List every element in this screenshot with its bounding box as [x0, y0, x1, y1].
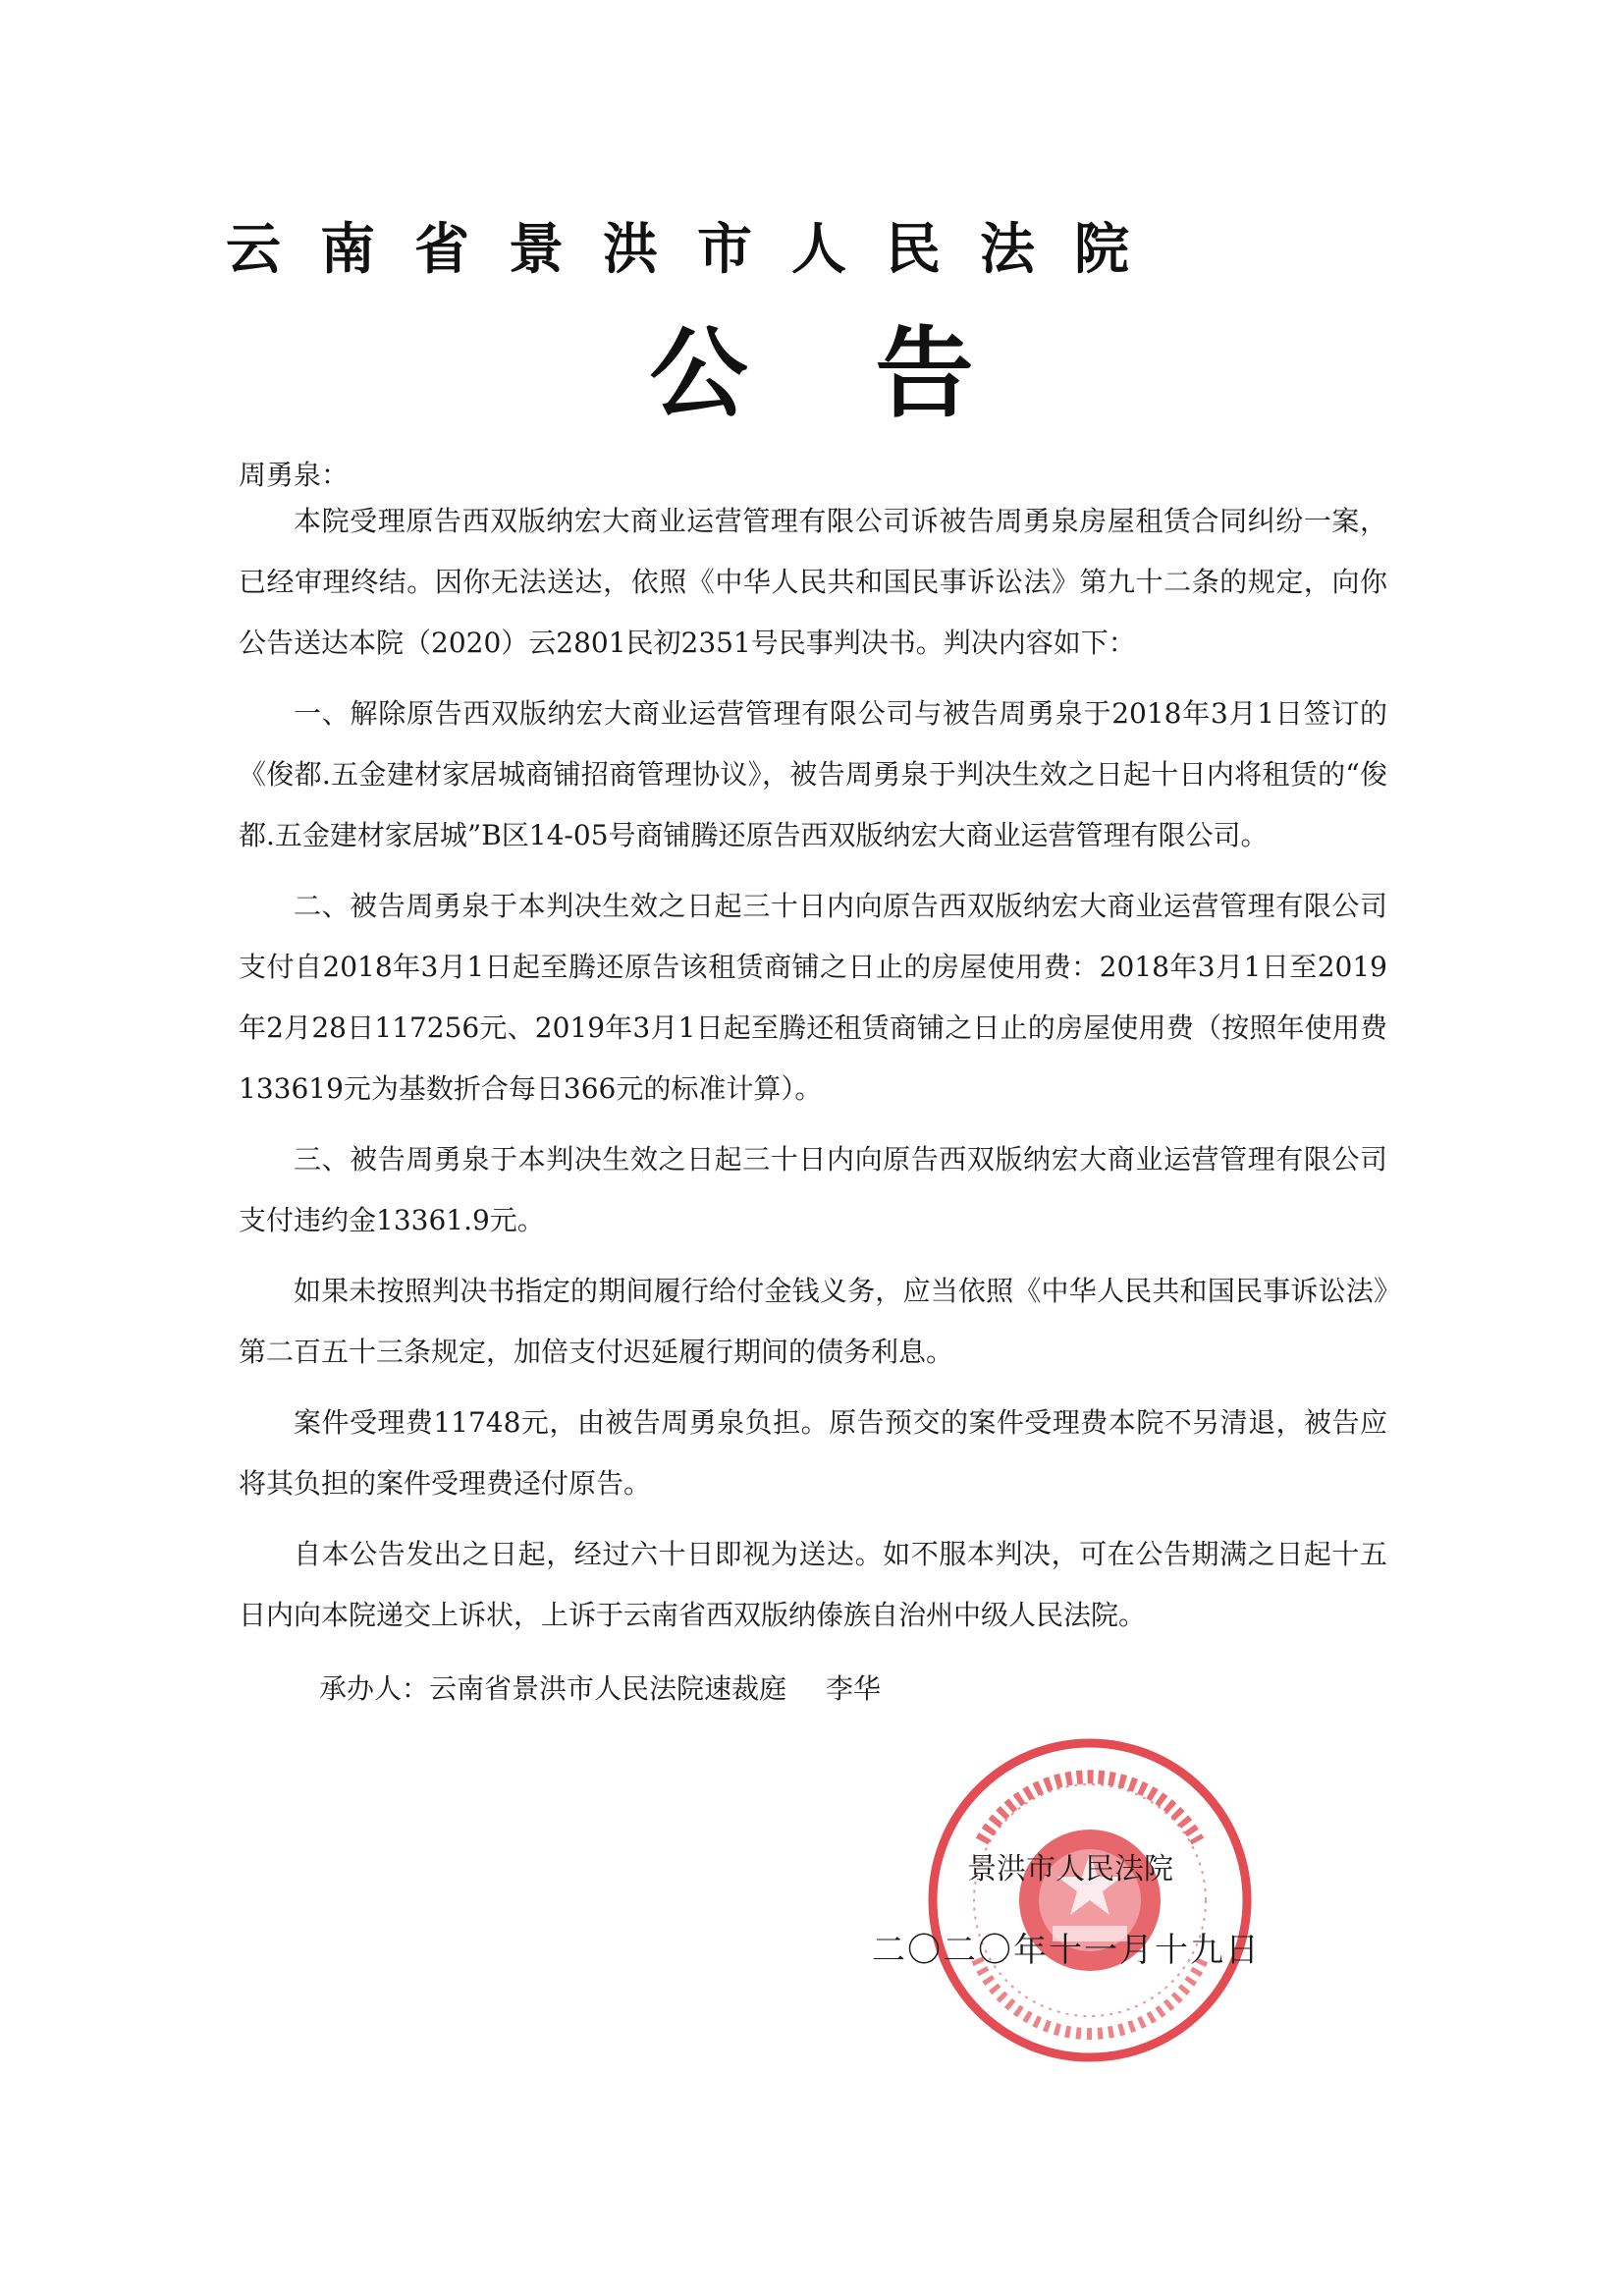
court-seal-stamp: [923, 1733, 1257, 2067]
notice-body: [239, 491, 1387, 1656]
paragraph-judgment-2: 二、被告周勇泉于本判决生效之日起三十日内向原告西双版纳宏大商业运营管理有限公司支付自2018年3月1日起至腾还原告该租赁商铺之日止的房屋使用费：2018年3月1日至2019年2月28日117256元、2019年3月1日起至腾还租赁商铺之日止的房屋使用费（按照年使用费133619元为基数折合每日366元的标准计算）。: [239, 890, 1387, 1105]
paragraph-fee: 案件受理费11748元，由被告周勇泉负担。原告预交的案件受理费本院不另清退，被告应将其负担的案件受理费迳付原告。: [239, 1406, 1387, 1500]
document-title: 公告: [649, 316, 1102, 431]
addressee: 周勇泉：: [239, 459, 350, 491]
paragraph-intro: 本院受理原告西双版纳宏大商业运营管理有限公司诉被告周勇泉房屋租赁合同纠纷一案，已经审理终结。因你无法送达，依照《中华人民共和国民事诉讼法》第九十二条的规定，向你公告送达本院（2020）云2801民初2351号民事判决书。判决内容如下：: [239, 505, 1387, 659]
handler-label: 承办人：云南省景洪市人民法院速裁庭: [319, 1672, 787, 1705]
paragraph-judgment-3: 三、被告周勇泉于本判决生效之日起三十日内向原告西双版纳宏大商业运营管理有限公司支付违约金13361.9元。: [239, 1143, 1387, 1236]
signature-court-name: 景洪市人民法院: [967, 1852, 1173, 1886]
signature-date: 二〇二〇年十一月十九日: [872, 1931, 1261, 1970]
court-name-heading: 云南省景洪市人民法院: [226, 218, 1168, 282]
paragraph-late-interest: 如果未按照判决书指定的期间履行给付金钱义务，应当依照《中华人民共和国民事诉讼法》第二百五十三条规定，加倍支付迟延履行期间的债务利息。: [239, 1275, 1387, 1368]
paragraph-service: 自本公告发出之日起，经过六十日即视为送达。如不服本判决，可在公告期满之日起十五日内向本院递交上诉状，上诉于云南省西双版纳傣族自治州中级人民法院。: [239, 1538, 1387, 1631]
paragraph-judgment-1: 一、解除原告西双版纳宏大商业运营管理有限公司与被告周勇泉于2018年3月1日签订的《俊都.五金建材家居城商铺招商管理协议》，被告周勇泉于判决生效之日起十日内将租赁的“俊都.五金建材家居城”B区14-05号商铺腾还原告西双版纳宏大商业运营管理有限公司。: [239, 697, 1387, 851]
handler-name: 李华: [826, 1672, 882, 1705]
handler-line: [319, 1667, 881, 1707]
